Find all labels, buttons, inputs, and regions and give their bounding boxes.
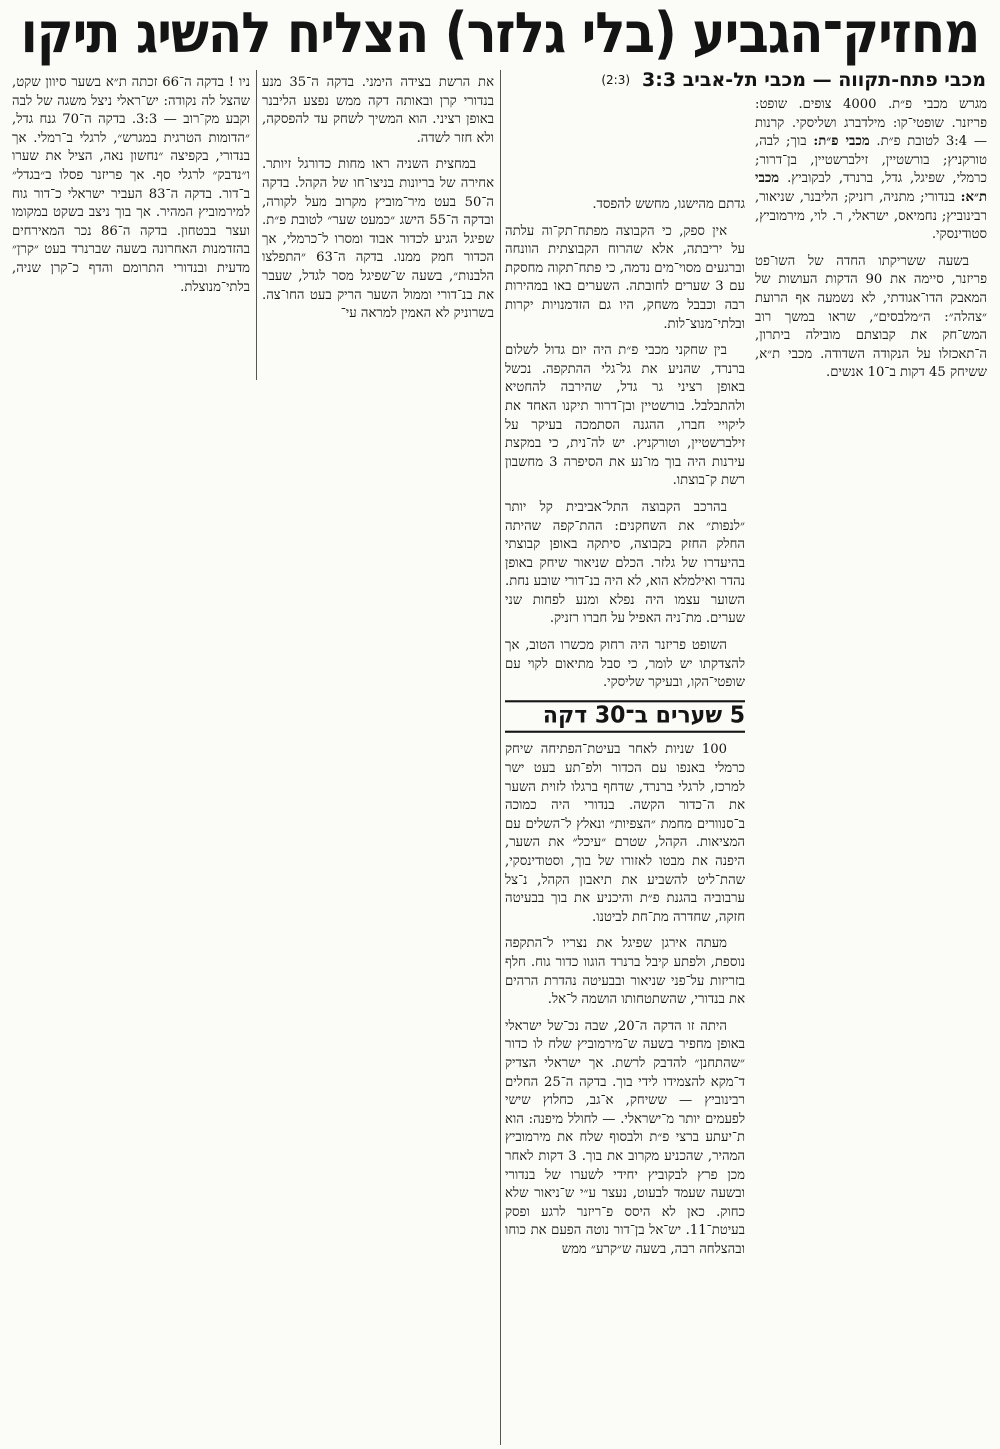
team1-lineup: בוך; לבה, טורקניץ; בורשטיין, זילברשטיין, בן־דרור; כרמלי, שפיגל, גדל, ברנרד, לבקוביץ. <box>755 134 987 187</box>
team2-lineup: בנדורי; מתניה, רזניק; הליבנר, שניאור, רבינוביץ; נחמיאס, ישראלי, ר. לוי, מירמוביץ, סטודינסקי. <box>755 189 987 243</box>
paragraph: במחצית השניה ראו מחות כדורגל זיותר. אחירה של בריונות בניצו־חו של הקהל. בדקה ה־50 בעט מיר־מוביץ מקרוב מעל לקורה, ובדקה ה־55 הישג ״כמעט שער״ לטובת פ״ת. שפיגל הגיע לכדור אבוד ומסרו ל־כרמלי, אך הכדור חמק ממנו. בדקה ה־63 ״התפלצו הלבנות״, בשעה ש־שפיגל מסר לגדל, שעבר את בנ־דורי וממול השער הריק בעט החו־צה. בשרוניק לא האמין למראה עי־ <box>262 157 494 322</box>
paragraph: בהרכב הקבוצה התל־אביבית קל יותר ״לנפות״ את השחקנים: ההת־קפה שהיתה החלק החזק בקבוצה, סיתקה באופן קבוצתי בהיעדרו של גלזר. הכלם שניאור שיחק באופן נהדר ואילמלא הוא, לא היה בנ־דורי שובע נחת. השוער עצמו היה נפלא ומנע לפחות שני שערים. מת־ניה האפיל על חברו רזניק. <box>505 499 745 627</box>
team1-label: מכבי פ״ת: <box>813 134 870 150</box>
section-title: 5 שערים ב־30 דקה <box>505 700 745 732</box>
match-header <box>508 66 986 94</box>
paragraph: 100 שניות לאחר בעיטת־הפתיחה שיחק כרמלי באנפו עם הכדור ולפ־תע בעט ישר למרכז, לרגלי ברנרד, שדחף ברגלו לזוית השער את ה־כדור הקשה. בנדורי היה כמוכה ב־סנוורים מחמת ״הצפיות״ ונאלץ ל־השלים עם המציאות. הקהל, שטרם ״עיכל״ את השער, היפנה את מבטו לאזורו של בוך, וסטודינסקי, שהת־ליט להשביע את תיאבון הקהל, נ־צל ערבוביה בהגנת פ״ת והיכניע את בוך בבעיטה חזקה, שחדרה מת־חת לביטנו. <box>505 742 745 925</box>
paragraph: אין ספק, כי הקבוצה מפתח־תק־וה עלתה על יריבתה, אלא שהרוח הקבוצתית הוונחה וברגעים מסוי־מים נדמה, כי פתח־תקוה מחסקת עם 3 שערים לחובתה. השערים באו במהירות רבה וכבבל משחק, היו גם הזדמנויות יקרות ובלתי־מנוצ־לות. <box>505 223 745 332</box>
article-column-1 <box>755 96 987 391</box>
halftime-score: (2:3) <box>601 73 631 87</box>
match-teams-score: מכבי פתח-תקווה — מכבי תל-אביב 3:3 <box>642 69 986 91</box>
paragraph: היתה זו הדקה ה־20, שבה נכ־של ישראלי באופן מחפיר בשעה ש־מירמוביץ שלח לו כדור ״שהתחנן״ להדבק לרשת. אך ישראלי הצדיק ד־מקא להצמידו לידי בוך. בדקה ה־25 החלים רבינוביץ — ששיחק, א־גב, כחלוץ שישי לפעמים יותר מ־ישראלי. — לחולל מיפנה: הוא ת־יעתע ברצי פ״ת ולבסוף שלח את מירמוביץ המהיר, שהכניע מקרוב את בוך. 3 דקות לאחר מכן פרץ לבקוביץ יחידי לשערו של בנדורי ובשעה שעמד לבעוט, נעצר ע״י ש־ניאור שלא כחוק. כאן לא היסס פ־ריזנר לרגע ופסק בעיטת־11. יש־אל בן־דור נוטה הפעם את כוחו ובהצלחה רבה, בשעה ש״קרע״ ממש <box>505 1018 745 1257</box>
article-column-3 <box>262 74 494 332</box>
lineups <box>755 96 987 245</box>
column-divider <box>256 70 257 380</box>
paragraph: בין שחקני מכבי פ״ת היה יום גדול לשלום ברנרד, שהניע את גל־גלי ההתקפה. נכשל באופן רציני גר גדל, שהירבה להחטיא ולהתבלבל. בורשטיין ובן־דרור תיקנו האחד את ליקויי חברו, ההגנה הסתמכה בעיקר על זילברשטיין, וטורקניץ. יש לה־נית, כי במקצת עירנות היה בוך מו־נע את הסיפרה 3 מחשבון רשת ק־בוצתו. <box>505 343 745 489</box>
paragraph: את הרשת בצידה הימני. בדקה ה־35 מנע בנדורי קרן ובאותה דקה ממש נפצע הליבנר באופן רציני. הוא המשיך לשחק עד להפסקה, ולא חזר לשדה. <box>262 75 494 146</box>
paragraph: מעתה אירגן שפיגל את נצריו ל־התקפה נוספת, ולפתע קיבל ברנרד הוגוו כדור גוח. חלף בזריזות על־פני שניאור ובבעיטה נהדרת הרהים את בנדורי, שהשתטחותו הושמה ל־אל. <box>505 936 745 1008</box>
paragraph: בשעה ששריקתו החדה של השו־פט פריזנר, סיימה את 90 הדקות העושות של המאבק הדו־אגודתי, לא נשמעה אף הרועת ״צהלה״: ה״מלבסים״, שראו במשך רוב המש־חק את קבוצתם מובילה ביתרון, ה־תאכזלו על הנקודה השדודה. מכבי ת״א, ששיחק 45 דקות ב־10 אנשים. <box>755 253 987 381</box>
paragraph: גדתם מהישגו, מחשש להפסד. <box>592 197 745 212</box>
article-column-2 <box>505 196 745 1446</box>
match-details: מגרש מכבי פ״ת. 4000 צופים. שופט: פריזנר. שופטי־קו: מילדברג ושליסקי. קרנות — 3:4 לטובת פ״ת. <box>755 97 987 150</box>
headline: מחזיק־הגביע (בלי גלזר) הצליח להשיג תיקו <box>20 0 980 66</box>
article-column-4 <box>12 74 250 305</box>
paragraph: השופט פריזנר היה רחוק מכשרו הטוב, אך להצדקתו יש לומר, כי סבל מתיאום לקוי עם שופטי־הקו, ובעיקר שליסקי. <box>505 638 745 691</box>
team2-label: מכבי ת״א: <box>755 171 987 205</box>
column-divider <box>500 70 501 1445</box>
paragraph: ניו ! בדקה ה־66 זכתה ת״א בשער סיוון שקט, שהצל לה נקודה: יש־ראלי ניצל משגה של לבה וקבע מק־רוב — 3:3. בדקה ה־70 גנח גדל, ״הדומות הטרגית במגרש״, לרגלי ב־רמלי. אך בנדורי, בקפיצה ״נחשון נאה, הציל את שערו ו״נדבק״ לרגלי סף. אך פריזנר פסלו ב״בגדל״ ב־דור. בדקה ה־83 העביר ישראלי כ־דור גוח למירמוביץ המהיר. אך בוך ניצב בשקט במקומו ועצר בבטחון. בדקה ה־86 נכר המאירחים בהזדמנות האחרונה בשעה שברנרד בעט ״קרן״ מדעית ובנדורי התרומם והדף כ־קרן שניה, בלתי־מנוצלת. <box>12 75 250 295</box>
